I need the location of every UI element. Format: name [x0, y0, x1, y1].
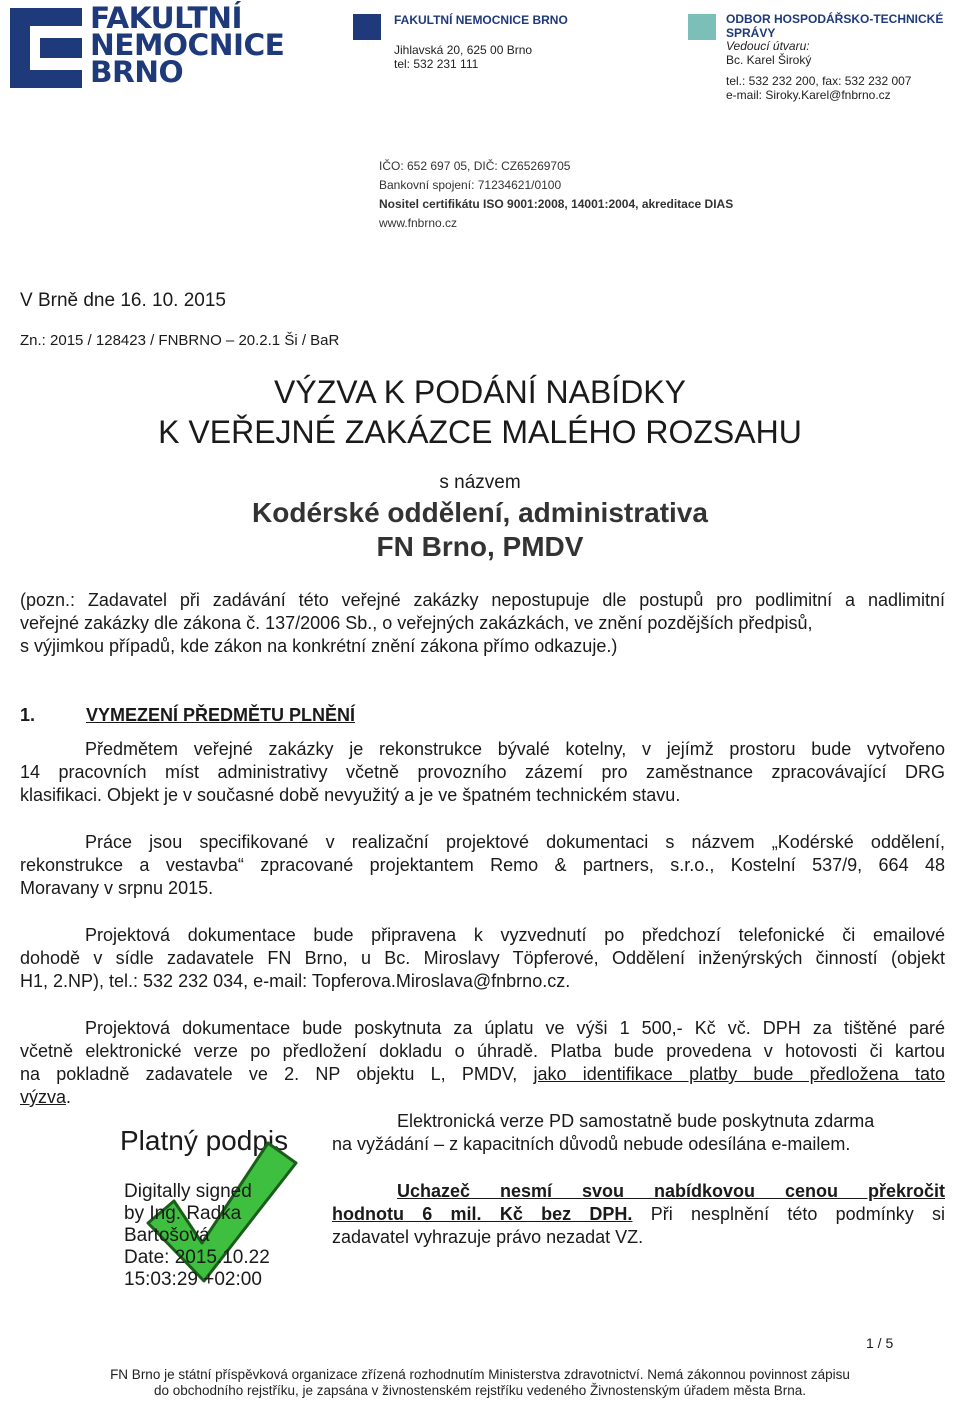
certification: Nositel certifikátu ISO 9001:2008, 14001:2004, akreditace DIAS	[379, 197, 734, 211]
paragraph-3: Projektová dokumentace bude připravena k vyzvednutí po předchozí telefonické či emailové dohodě v sídle zadavatele FN Brno, u Bc. Miroslavy Töpferové, Oddělení inženýrských činností (objekt H1, 2.NP), tel.: 532 232 034, e-mail: Topferova.Miroslava@fnbrno.cz.	[20, 925, 945, 991]
header-left-name: FAKULTNÍ NEMOCNICE BRNO	[394, 13, 568, 27]
document-title	[0, 372, 960, 452]
bank-info: Bankovní spojení: 71234621/0100	[379, 178, 562, 192]
paragraph-2: Práce jsou specifikované v realizační projektové dokumentaci s názvem „Kodérské oddělení, rekonstrukce a vestavba“ zpracované projektantem Remo & partners, s.r.o., Kostelní 537/9, 664 48 Moravany v srpnu 2015.	[20, 832, 945, 898]
signature-title: Platný podpis	[120, 1125, 289, 1156]
title-line1: VÝZVA K PODÁNÍ NABÍDKY	[274, 374, 686, 410]
header-left-phone: tel: 532 231 111	[394, 57, 479, 71]
logo-text: FAKULTNÍ NEMOCNICE BRNO	[90, 1, 285, 89]
signature-details: Digitally signed by Ing. Radka Bartošová Date: 2015.10.22 15:03:29 +02:00	[124, 1181, 270, 1290]
header-right-square	[688, 14, 716, 40]
logo-mark-icon	[10, 8, 82, 88]
header-right-email: e-mail: Siroky.Karel@fnbrno.cz	[726, 87, 891, 102]
legal-note: (pozn.: Zadavatel při zadávání této veřejné zakázky nepostupuje dle postupů pro podlimitní a nadlimitní veřejné zakázky dle zákona č. 137/2006 Sb., o veřejných zakázkách, ve znění pozdějších předpisů, s výjimkou případů, kde zákon na konkrétní znění zákona přímo odkazuje.)	[20, 590, 945, 656]
footer	[0, 1367, 960, 1399]
reference-number: Zn.: 2015 / 128423 / FNBRNO – 20.2.1 Ši / BaR	[20, 332, 340, 349]
contract-name	[0, 496, 960, 564]
footer-line2: do obchodního rejstříku, je zapsána v živnostenském rejstříku vedeného Živnostenským úřadem města Brna.	[153, 1383, 807, 1398]
ico-dic: IČO: 652 697 05, DIČ: CZ65269705	[379, 159, 571, 173]
hospital-logo	[10, 1, 315, 90]
section-heading: VYMEZENÍ PŘEDMĚTU PLNĚNÍ	[86, 705, 356, 725]
section-number: 1.	[20, 705, 36, 725]
header-left-address: Jihlavská 20, 625 00 Brno	[394, 43, 533, 57]
company-info	[379, 157, 733, 233]
header-left	[394, 13, 568, 71]
paragraph-4: Projektová dokumentace bude poskytnuta za úplatu ve výši 1 500,- Kč vč. DPH za tištěné paré včetně elektronické verze po předložení dokladu o úhradě. Platba bude provedena v hotovosti či kartou na pokladně zadavatele ve 2. NP objektu L, PMDV, jako identifikace platby bude předložena tato výzva.	[20, 1018, 945, 1107]
header-right-dept-line2: SPRÁVY	[726, 25, 776, 40]
title-line2: K VEŘEJNÉ ZAKÁZCE MALÉHO ROZSAHU	[158, 414, 802, 450]
header-right-phone: tel.: 532 232 200, fax: 532 232 007	[726, 74, 912, 88]
footer-line1: FN Brno je státní příspěvková organizace zřízená rozhodnutím Ministerstva zdravotnictví. Nemá zákonnou povinnost zápisu	[110, 1367, 850, 1382]
contract-name-line2: FN Brno, PMDV	[376, 531, 584, 562]
header-right-dept-line1: ODBOR HOSPODÁŘSKO-TECHNICKÉ	[726, 12, 944, 26]
title-s-nazvem: s názvem	[439, 472, 521, 493]
header-right	[726, 13, 943, 102]
header-left-square	[353, 14, 381, 40]
contract-name-line1: Kodérské oddělení, administrativa	[252, 497, 708, 528]
page-number: 1 / 5	[866, 1335, 894, 1351]
header-right-person: Bc. Karel Široký	[726, 52, 812, 67]
paragraph-5: Elektronická verze PD samostatně bude poskytnuta zdarma na vyžádání – z kapacitních důvodů nebude odesílána e-mailem.	[332, 1111, 875, 1154]
paragraph-6: Uchazeč nesmí svou nabídkovou cenou překročit hodnotu 6 mil. Kč bez DPH. Při nesplnění této podmínky si zadavatel vyhrazuje právo nezadat VZ.	[332, 1181, 945, 1247]
paragraph-1: Předmětem veřejné zakázky je rekonstrukce bývalé kotelny, v jejímž prostoru bude vytvořeno 14 pracovních míst administrativy včetně provozního zázemí pro zaměstnance zpracovávající DRG klasifikaci. Objekt je v současné době nevyužitý a je ve špatném technickém stavu.	[20, 739, 945, 805]
letter-date: V Brně dne 16. 10. 2015	[20, 290, 226, 311]
header-right-role: Vedoucí útvaru:	[726, 39, 810, 53]
website: www.fnbrno.cz	[379, 216, 458, 230]
